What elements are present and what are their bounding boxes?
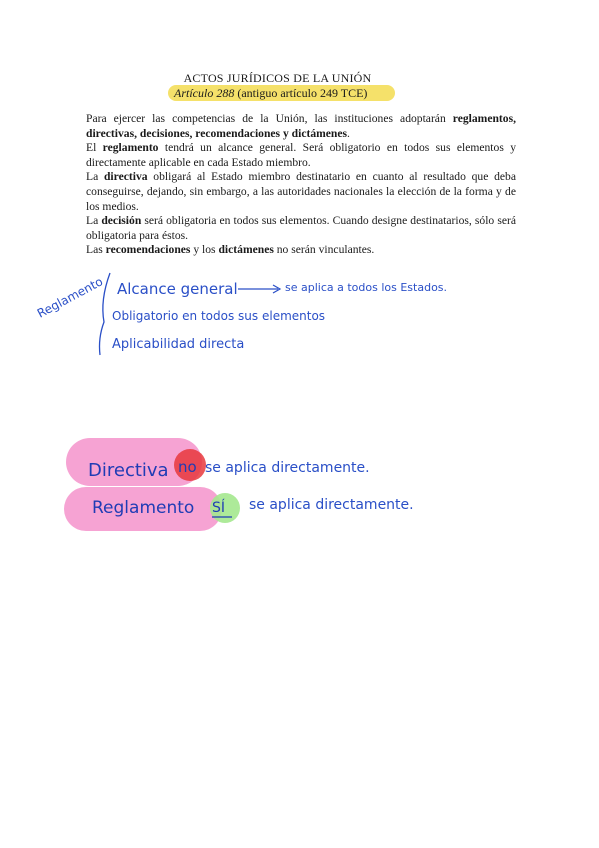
row-term-directiva: Directiva: [88, 460, 169, 481]
paragraph-decision: La decisión será obligatoria en todos sus elementos. Cuando designe destinatarios, sólo será obligatoria para éstos.: [86, 214, 516, 242]
paragraph-directiva: La directiva obligará al Estado miembro destinatario en cuanto al resultado que deba conseguirse, dejando, sin embargo, a las autoridades nacionales la elección de la forma y de los medios.: [86, 170, 516, 213]
note-alcance-result: se aplica a todos los Estados.: [285, 281, 448, 294]
article-number: Artículo 288: [174, 86, 235, 100]
row-rest-reglamento: se aplica directamente.: [249, 497, 414, 513]
row-mark-si: SÍ: [212, 500, 226, 516]
note-aplicabilidad: Aplicabilidad directa: [112, 337, 245, 352]
row-rest-directiva: se aplica directamente.: [205, 460, 370, 476]
note-alcance-general: Alcance general: [117, 280, 238, 298]
row-mark-no: no: [178, 458, 197, 476]
page-title: ACTOS JURÍDICOS DE LA UNIÓN: [183, 71, 372, 85]
paragraph-reglamento: El reglamento tendrá un alcance general. Será obligatorio en todos sus elementos y directamente aplicable en cada Estado miembro.: [86, 141, 516, 169]
paragraph-intro: Para ejercer las competencias de la Unión, las instituciones adoptarán reglamentos, directivas, decisiones, recomendaciones y dictámenes.: [86, 112, 516, 140]
note-obligatorio: Obligatorio en todos sus elementos: [112, 309, 326, 323]
paragraph-recomendaciones: Las recomendaciones y los dictámenes no serán vinculantes.: [86, 243, 375, 257]
row-term-reglamento: Reglamento: [92, 498, 195, 518]
side-label-reglamento: Reglamento: [34, 274, 106, 321]
article-note: (antiguo artículo 249 TCE): [237, 86, 368, 100]
